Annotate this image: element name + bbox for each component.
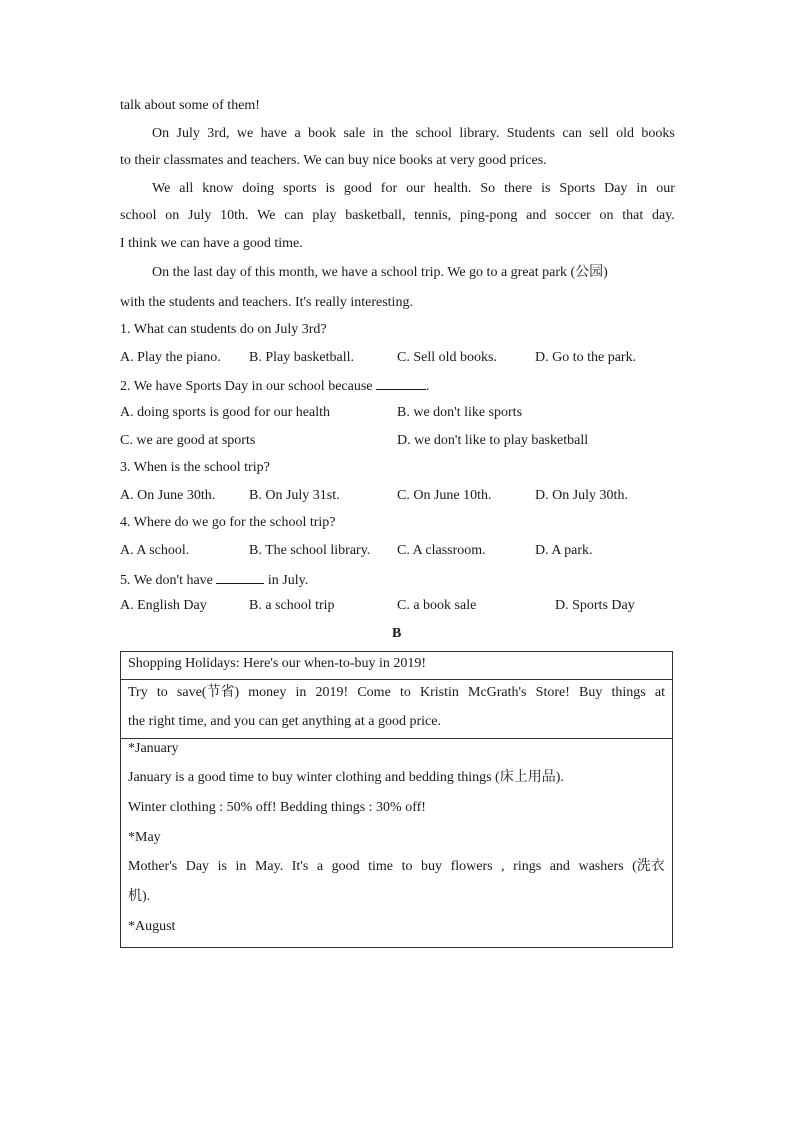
stem-text: in July. [267, 573, 309, 588]
answer-option[interactable]: C. A classroom. [397, 543, 486, 558]
question-stem: 4. Where do we go for the school trip? [120, 515, 336, 530]
passage-line: talk about some of them! [120, 98, 260, 113]
answer-option[interactable]: B. a school trip [249, 598, 335, 613]
section-label: B [392, 626, 402, 641]
passage-line: school on July 10th. We can play basketball, tennis, ping-pong and soccer on that day. [120, 208, 675, 223]
question-stem [120, 375, 675, 397]
question-stem: 1. What can students do on July 3rd? [120, 322, 327, 337]
month-heading: *January [128, 741, 179, 756]
passage-line: On July 3rd, we have a book sale in the school library. Students can sell old books [152, 126, 675, 141]
answer-option[interactable]: B. The school library. [249, 543, 371, 558]
shopping-table [120, 651, 673, 948]
question-stem [120, 569, 675, 591]
table-line: January is a good time to buy winter clothing and bedding things (床上用品). [128, 770, 564, 785]
table-line: Winter clothing : 50% off! Bedding things : 30% off! [128, 800, 426, 815]
answer-option[interactable]: A. On June 30th. [120, 488, 216, 503]
table-line: Try to save(节省) money in 2019! Come to Kristin McGrath's Store! Buy things at [128, 685, 665, 700]
answer-option[interactable]: A. A school. [120, 543, 190, 558]
answer-option[interactable]: A. English Day [120, 598, 207, 613]
stem-text: 5. We don't have [120, 573, 213, 588]
answer-option[interactable]: B. Play basketball. [249, 350, 354, 365]
month-heading: *August [128, 919, 176, 934]
table-row [121, 680, 672, 739]
passage-line: On the last day of this month, we have a school trip. We go to a great park (公园) [152, 265, 608, 280]
answer-option[interactable]: B. On July 31st. [249, 488, 340, 503]
answer-option[interactable]: C. On June 10th. [397, 488, 492, 503]
table-line: 机). [128, 889, 151, 904]
answer-option[interactable]: C. we are good at sports [120, 433, 256, 448]
table-row [121, 739, 672, 947]
answer-option[interactable]: D. On July 30th. [535, 488, 628, 503]
answer-option[interactable]: D. Sports Day [555, 598, 635, 613]
passage-line: I think we can have a good time. [120, 236, 303, 251]
answer-blank [216, 569, 264, 584]
question-stem: 3. When is the school trip? [120, 460, 270, 475]
passage-line: to their classmates and teachers. We can buy nice books at very good prices. [120, 153, 547, 168]
stem-text: . [426, 379, 430, 394]
answer-option[interactable]: A. Play the piano. [120, 350, 221, 365]
answer-option[interactable]: D. A park. [535, 543, 593, 558]
answer-blank [376, 375, 426, 390]
table-line: the right time, and you can get anything at a good price. [128, 714, 441, 729]
passage-line: with the students and teachers. It's really interesting. [120, 295, 413, 310]
answer-option[interactable]: B. we don't like sports [397, 405, 523, 420]
table-title: Shopping Holidays: Here's our when-to-buy in 2019! [128, 656, 427, 671]
answer-option[interactable]: D. we don't like to play basketball [397, 433, 589, 448]
passage-line: We all know doing sports is good for our health. So there is Sports Day in our [152, 181, 675, 196]
table-line: Mother's Day is in May. It's a good time to buy flowers , rings and washers (洗衣 [128, 859, 665, 874]
answer-option[interactable]: C. Sell old books. [397, 350, 497, 365]
table-row [121, 652, 672, 680]
answer-option[interactable]: A. doing sports is good for our health [120, 405, 330, 420]
stem-text: 2. We have Sports Day in our school because [120, 379, 373, 394]
answer-option[interactable]: C. a book sale [397, 598, 477, 613]
answer-option[interactable]: D. Go to the park. [535, 350, 637, 365]
month-heading: *May [128, 830, 161, 845]
